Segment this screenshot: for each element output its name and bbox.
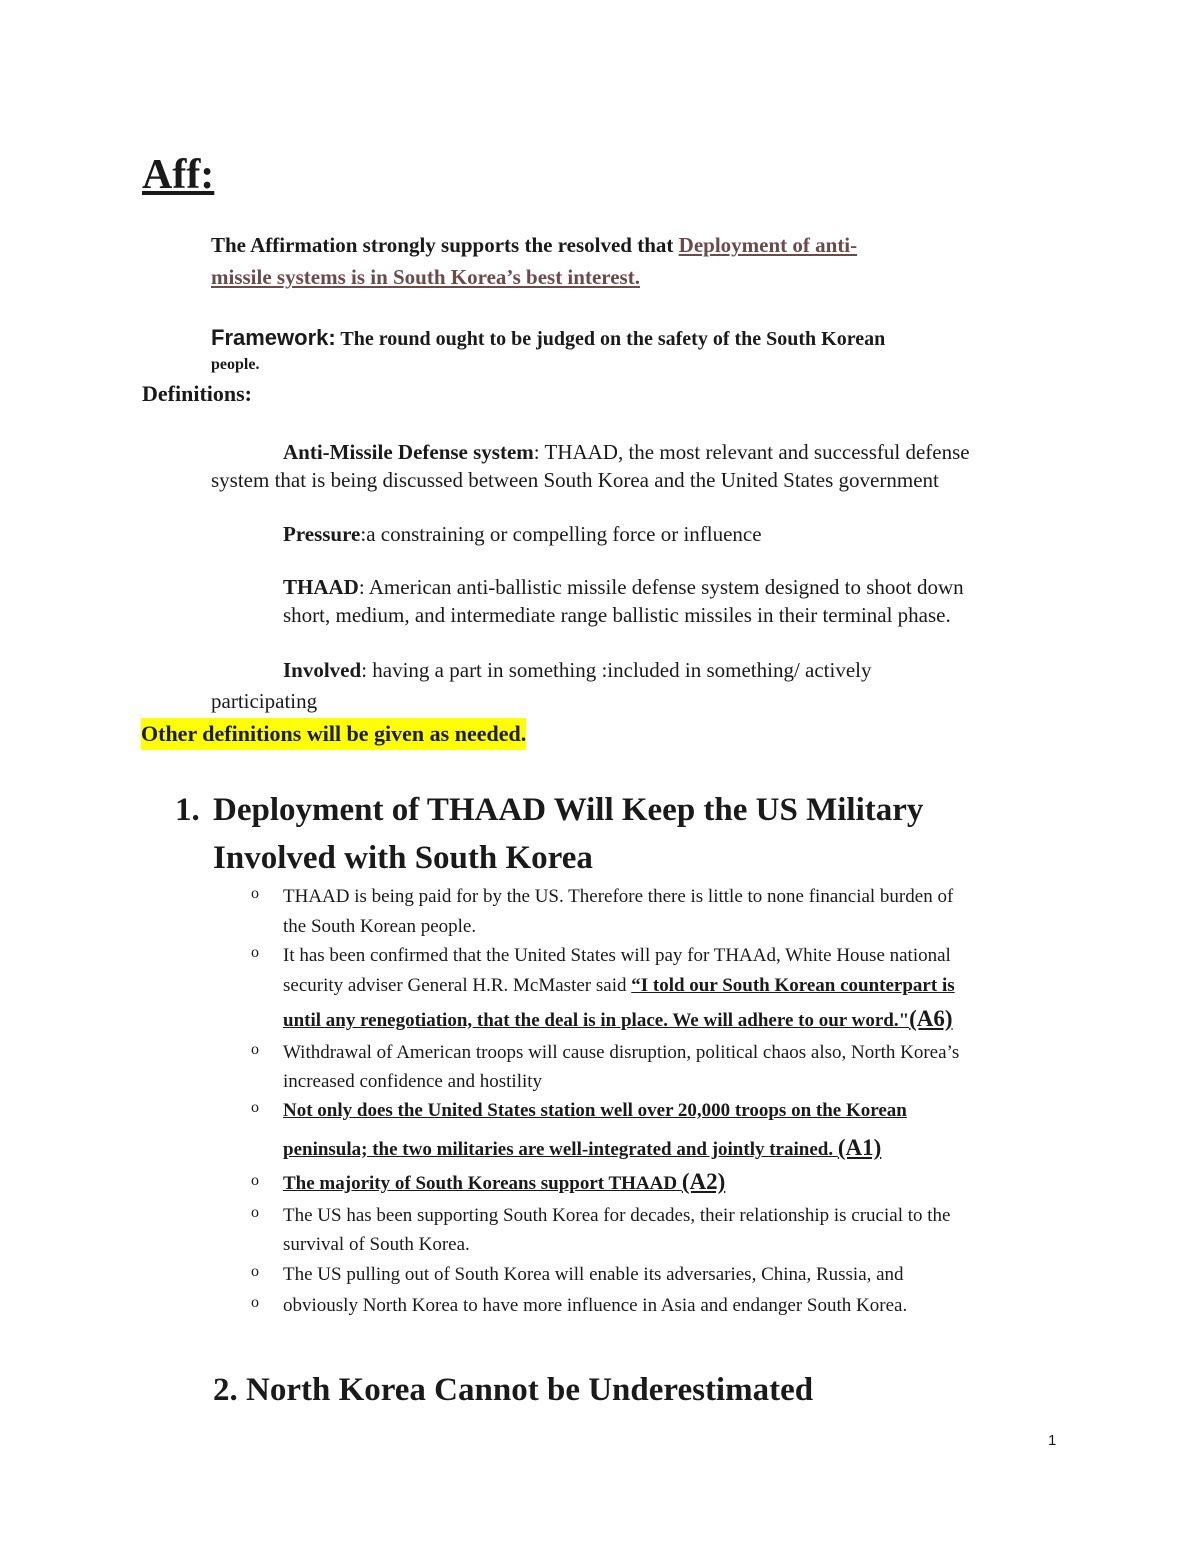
page-number: 1 <box>1048 1432 1057 1449</box>
list-item: obviously North Korea to have more influence in Asia and endanger South Korea. <box>283 1295 908 1316</box>
list-item <box>283 1167 725 1199</box>
citation: (A1) <box>837 1135 882 1160</box>
definition-term: Anti-Missile Defense system <box>283 440 534 464</box>
list-item-cont <box>283 971 955 1001</box>
list-item: Withdrawal of American troops will cause disruption, political chaos also, North Korea’s <box>283 1042 960 1063</box>
bullet-marker: o <box>251 1294 259 1311</box>
list-item-cont: the South Korean people. <box>283 916 477 937</box>
definition-text-cont: short, medium, and intermediate range ballistic missiles in their terminal phase. <box>283 603 951 627</box>
bullet-marker: o <box>251 1263 259 1280</box>
framework-text-cont: people. <box>211 356 260 373</box>
quote-text: until any renegotiation, that the deal is in place. We will adhere to our word." <box>283 1010 910 1031</box>
bullet-marker: o <box>251 1041 259 1058</box>
list-item-text: peninsula; the two militaries are well-integrated and jointly trained. <box>283 1139 838 1160</box>
quote-attribution: security adviser General H.R. McMaster said <box>283 975 632 996</box>
affirmation-line-1 <box>211 229 857 261</box>
resolution-link-part1: Deployment of anti- <box>678 233 858 257</box>
bullet-marker: o <box>251 944 259 961</box>
citation: (A2) <box>681 1169 726 1194</box>
quote-text: “I told our South Korean counterpart is <box>631 975 955 996</box>
list-item-text: The majority of South Koreans support THAAD <box>283 1173 682 1194</box>
definition-text: :a constraining or compelling force or influence <box>360 522 762 546</box>
definition-text-cont: participating <box>211 689 318 713</box>
definitions-heading: Definitions: <box>142 381 252 406</box>
definition-text-cont: system that is being discussed between South Korea and the United States government <box>211 468 939 492</box>
definition-text: : American anti-ballistic missile defense system designed to shoot down <box>358 575 964 599</box>
list-item: THAAD is being paid for by the US. Therefore there is little to none financial burden of <box>283 886 954 907</box>
framework-text: The round ought to be judged on the safety of the South Korean <box>335 328 886 350</box>
definition-involved <box>283 654 872 686</box>
definition-pressure <box>283 518 762 550</box>
section-2-title: North Korea Cannot be Underestimated <box>246 1372 814 1408</box>
definition-term: Pressure <box>283 522 361 546</box>
list-item-cont: survival of South Korea. <box>283 1234 470 1255</box>
definition-term: Involved <box>283 658 362 682</box>
bullet-marker: o <box>251 885 259 902</box>
definition-term: THAAD <box>283 575 359 599</box>
section-2-heading <box>213 1366 813 1414</box>
definition-text: : having a part in something :included in something/ actively <box>361 658 872 682</box>
list-item: It has been confirmed that the United States will pay for THAAd, White House national <box>283 945 951 966</box>
list-item-cont <box>283 1133 881 1165</box>
bullet-marker: o <box>251 1204 259 1221</box>
section-1-title-line1: Deployment of THAAD Will Keep the US Military <box>213 792 924 828</box>
bullet-marker: o <box>251 1099 259 1116</box>
list-item: Not only does the United States station well over 20,000 troops on the Korean <box>283 1100 907 1121</box>
section-2-number: 2. <box>213 1372 238 1408</box>
affirmation-lead: The Affirmation strongly supports the resolved that <box>211 233 679 257</box>
resolution-link-part2: missile systems is in South Korea’s best interest. <box>211 265 640 289</box>
framework-label: Framework: <box>211 325 336 350</box>
list-item: The US has been supporting South Korea for decades, their relationship is crucial to the <box>283 1205 951 1226</box>
definition-text: : THAAD, the most relevant and successful defense <box>533 440 970 464</box>
bullet-marker: o <box>251 1172 259 1189</box>
framework-line <box>211 322 885 355</box>
list-item-cont: increased confidence and hostility <box>283 1071 543 1092</box>
other-definitions-note: Other definitions will be given as needed. <box>141 718 526 750</box>
list-item-cont <box>283 1004 953 1036</box>
citation: (A6) <box>909 1006 953 1031</box>
section-1-title-line2: Involved with South Korea <box>213 840 593 876</box>
list-item: The US pulling out of South Korea will enable its adversaries, China, Russia, and <box>283 1264 904 1285</box>
doc-title: Aff: <box>142 152 215 198</box>
section-1-number: 1. <box>175 792 200 828</box>
